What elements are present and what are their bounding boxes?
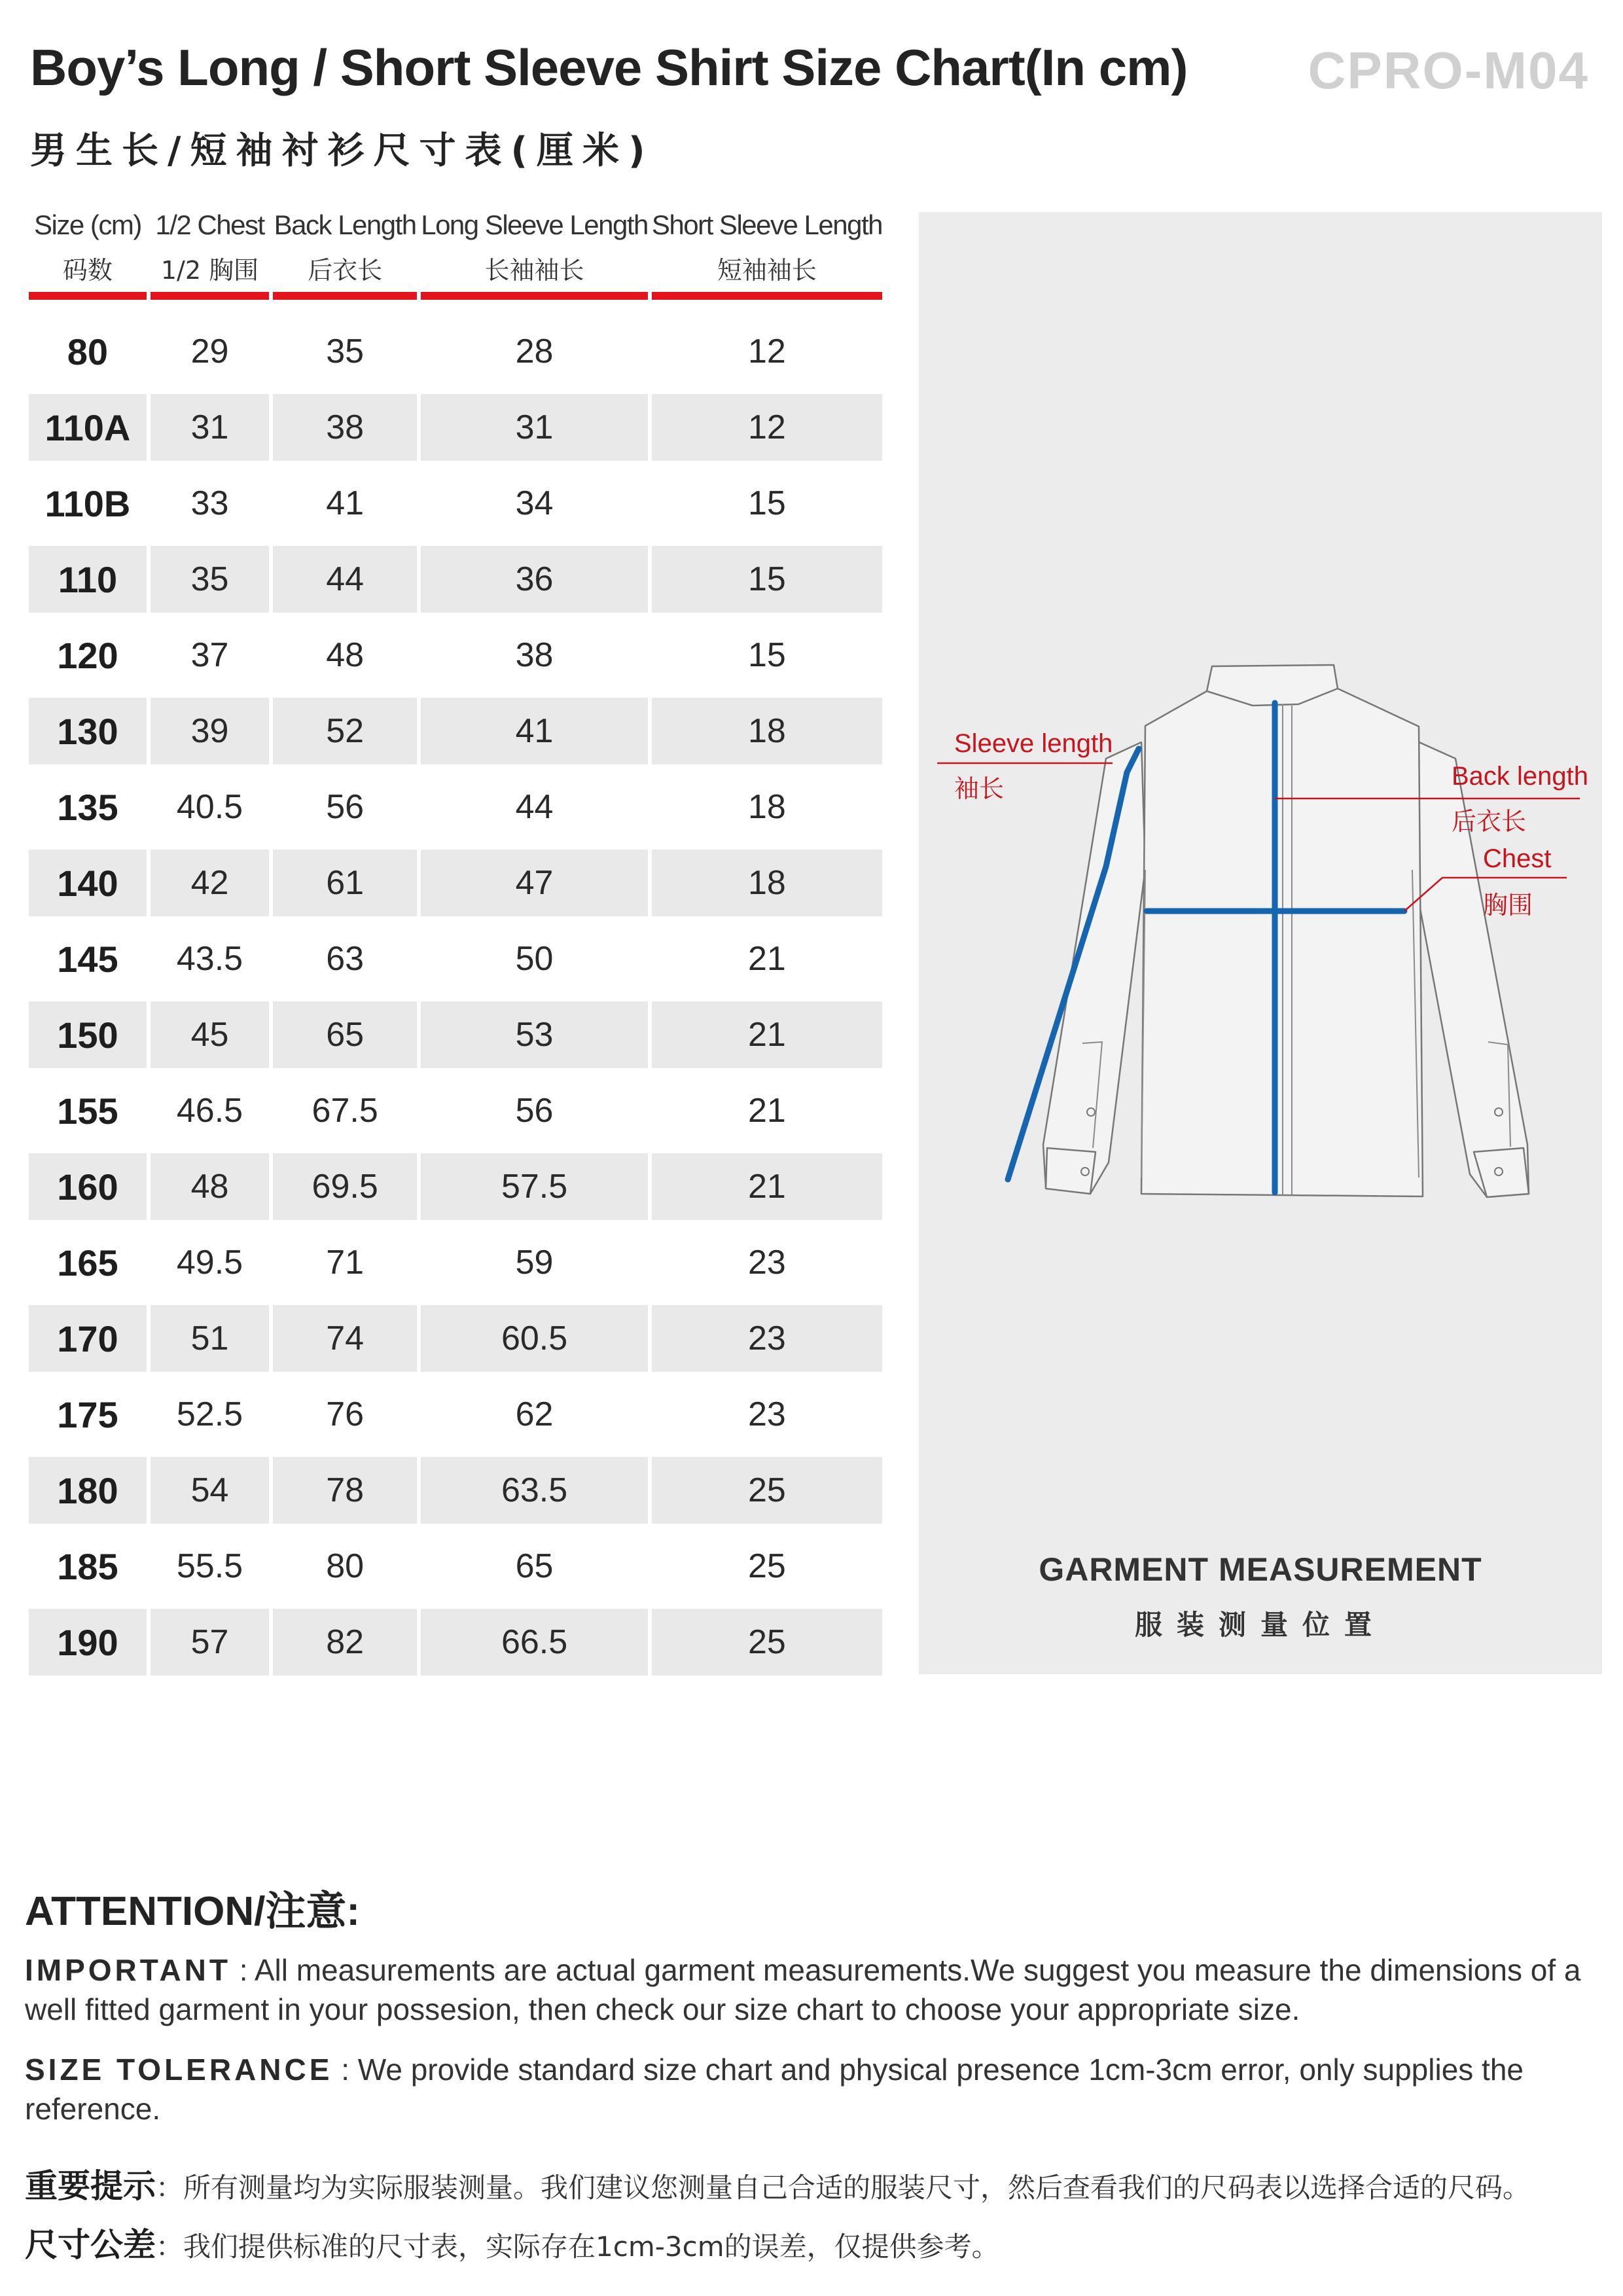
table-cell: 60.5	[421, 1296, 648, 1372]
column-header-label-zh: 码数	[62, 255, 113, 285]
table-row	[29, 1068, 882, 1144]
left-cuff-shape	[1046, 1148, 1096, 1194]
table-cell: 56	[421, 1068, 648, 1144]
size-tolerance-text-zh: ：我们提供标准的尺寸表，实际存在1cm-3cm的误差，仅提供参考。	[156, 2231, 999, 2263]
size-cell: 185	[29, 1524, 147, 1600]
table-row	[29, 1372, 882, 1448]
table-cell: 59	[421, 1220, 648, 1296]
table-cell: 57	[151, 1600, 269, 1676]
important-text-zh: ：所有测量均为实际服装测量。我们建议您测量自己合适的服装尺寸，然后查看我们的尺码表以选择合适的尺码。	[156, 2172, 1531, 2204]
page-title-zh: 男生长/短袖衬衫尺寸表(厘米)	[30, 130, 654, 172]
table-cell: 50	[421, 916, 648, 992]
table-cell: 18	[652, 764, 882, 840]
size-cell: 80	[29, 300, 147, 385]
table-row	[29, 840, 882, 916]
column-header-back-length	[273, 203, 417, 300]
size-cell: 130	[29, 689, 147, 764]
table-cell: 39	[151, 689, 269, 764]
important-text: : All measurements are actual garment measurements.We suggest you measure the dimensions of a well fitted garment in your possesion, then check our size chart to choose your appropriate size.	[25, 1953, 1581, 2026]
table-row	[29, 689, 882, 764]
table-cell: 23	[652, 1220, 882, 1296]
table-cell: 40.5	[151, 764, 269, 840]
column-header-label: 1/2 Chest	[155, 209, 264, 240]
table-row	[29, 1144, 882, 1220]
table-body	[29, 300, 882, 1676]
important-note-zh	[25, 2160, 1530, 2207]
table-cell: 25	[652, 1524, 882, 1600]
table-cell: 21	[652, 1144, 882, 1220]
column-header-size	[29, 203, 147, 300]
table-row	[29, 1524, 882, 1600]
column-header-label: Long Sleeve Length	[421, 209, 648, 240]
sleeve-length-label: Sleeve length	[954, 729, 1113, 758]
important-note	[25, 1950, 1596, 2029]
table-cell: 63.5	[421, 1448, 648, 1524]
table-row	[29, 537, 882, 613]
table-row	[29, 385, 882, 461]
table-cell: 35	[151, 537, 269, 613]
column-header-label-zh: 长袖袖长	[484, 255, 584, 285]
table-cell: 52.5	[151, 1372, 269, 1448]
size-tolerance-label-zh: 尺寸公差	[25, 2226, 156, 2264]
size-chart-table	[25, 203, 886, 1676]
size-cell: 120	[29, 613, 147, 689]
table-cell: 31	[151, 385, 269, 461]
table-cell: 76	[273, 1372, 417, 1448]
table-cell: 66.5	[421, 1600, 648, 1676]
table-cell: 12	[652, 300, 882, 385]
size-tolerance-note	[25, 2050, 1596, 2128]
table-cell: 23	[652, 1296, 882, 1372]
size-cell: 110	[29, 537, 147, 613]
table-cell: 51	[151, 1296, 269, 1372]
table-cell: 29	[151, 300, 269, 385]
table-cell: 69.5	[273, 1144, 417, 1220]
size-cell: 165	[29, 1220, 147, 1296]
table-cell: 15	[652, 461, 882, 537]
table-row	[29, 764, 882, 840]
table-cell: 62	[421, 1372, 648, 1448]
table-row	[29, 1296, 882, 1372]
table-cell: 55.5	[151, 1524, 269, 1600]
table-cell: 65	[273, 992, 417, 1068]
chest-label-zh: 胸围	[1483, 891, 1533, 920]
table-cell: 57.5	[421, 1144, 648, 1220]
table-cell: 15	[652, 613, 882, 689]
table-cell: 42	[151, 840, 269, 916]
size-cell: 160	[29, 1144, 147, 1220]
table-cell: 31	[421, 385, 648, 461]
column-header-label: Size (cm)	[34, 209, 141, 240]
page-title: Boy’s Long / Short Sleeve Shirt Size Chart(In cm)	[30, 39, 1188, 96]
table-cell: 37	[151, 613, 269, 689]
column-header-label-zh: 后衣长	[308, 255, 383, 285]
table-cell: 71	[273, 1220, 417, 1296]
table-cell: 46.5	[151, 1068, 269, 1144]
table-cell: 78	[273, 1448, 417, 1524]
size-cell: 175	[29, 1372, 147, 1448]
table-cell: 63	[273, 916, 417, 992]
size-tolerance-note-zh	[25, 2219, 999, 2266]
column-header-long-sleeve	[421, 203, 648, 300]
table-cell: 80	[273, 1524, 417, 1600]
table-cell: 61	[273, 840, 417, 916]
table-cell: 36	[421, 537, 648, 613]
table-cell: 12	[652, 385, 882, 461]
table-cell: 44	[421, 764, 648, 840]
size-cell: 110A	[29, 385, 147, 461]
size-cell: 180	[29, 1448, 147, 1524]
important-label-zh: 重要提示	[25, 2167, 156, 2205]
table-row	[29, 300, 882, 385]
table-cell: 15	[652, 537, 882, 613]
size-cell: 110B	[29, 461, 147, 537]
table-row	[29, 916, 882, 992]
garment-diagram-panel	[919, 212, 1602, 1674]
column-header-chest	[151, 203, 269, 300]
table-cell: 82	[273, 1600, 417, 1676]
table-cell: 41	[421, 689, 648, 764]
size-cell: 155	[29, 1068, 147, 1144]
table-header-row	[29, 203, 882, 300]
table-cell: 18	[652, 689, 882, 764]
table-cell: 18	[652, 840, 882, 916]
table-cell: 47	[421, 840, 648, 916]
table-cell: 21	[652, 1068, 882, 1144]
back-length-label: Back length	[1452, 762, 1589, 791]
sleeve-length-label-zh: 袖长	[954, 774, 1005, 803]
table-cell: 38	[273, 385, 417, 461]
garment-measurement-title-zh: 服装测量位置	[1134, 1609, 1386, 1641]
table-cell: 52	[273, 689, 417, 764]
table-cell: 25	[652, 1600, 882, 1676]
table-row	[29, 992, 882, 1068]
product-code: CPRO-M04	[1308, 41, 1589, 99]
table-cell: 67.5	[273, 1068, 417, 1144]
table-cell: 48	[273, 613, 417, 689]
table-cell: 56	[273, 764, 417, 840]
column-header-label: Short Sleeve Length	[651, 209, 882, 240]
table-row	[29, 1448, 882, 1524]
table-cell: 34	[421, 461, 648, 537]
attention-heading: ATTENTION/注意:	[25, 1889, 361, 1934]
size-tolerance-label: SIZE TOLERANCE	[25, 2053, 333, 2087]
table-cell: 45	[151, 992, 269, 1068]
table-cell: 65	[421, 1524, 648, 1600]
size-cell: 190	[29, 1600, 147, 1676]
column-header-label-zh: 短袖袖长	[717, 255, 817, 285]
table-row	[29, 1600, 882, 1676]
table-cell: 25	[652, 1448, 882, 1524]
size-tolerance-text: : We provide standard size chart and physical presence 1cm-3cm error, only supplies the reference.	[25, 2053, 1524, 2126]
table-row	[29, 613, 882, 689]
table-cell: 44	[273, 537, 417, 613]
column-header-label-zh: 1/2 胸围	[160, 255, 259, 285]
table-cell: 53	[421, 992, 648, 1068]
table-cell: 33	[151, 461, 269, 537]
table-row	[29, 461, 882, 537]
column-header-label: Back Length	[274, 209, 416, 240]
table-cell: 54	[151, 1448, 269, 1524]
table-cell: 35	[273, 300, 417, 385]
table-cell: 43.5	[151, 916, 269, 992]
important-label: IMPORTANT	[25, 1953, 232, 1987]
size-cell: 135	[29, 764, 147, 840]
table-cell: 21	[652, 992, 882, 1068]
column-header-short-sleeve	[652, 203, 882, 300]
shirt-diagram	[919, 212, 1602, 1674]
shirt-outline	[1043, 665, 1529, 1197]
table-cell: 28	[421, 300, 648, 385]
size-cell: 170	[29, 1296, 147, 1372]
size-cell: 145	[29, 916, 147, 992]
table-cell: 23	[652, 1372, 882, 1448]
table-row	[29, 1220, 882, 1296]
size-cell: 150	[29, 992, 147, 1068]
garment-measurement-title: GARMENT MEASUREMENT	[1039, 1551, 1482, 1588]
table-cell: 21	[652, 916, 882, 992]
table-cell: 74	[273, 1296, 417, 1372]
table-cell: 48	[151, 1144, 269, 1220]
chest-label: Chest	[1483, 844, 1552, 873]
size-cell: 140	[29, 840, 147, 916]
table-cell: 38	[421, 613, 648, 689]
back-length-label-zh: 后衣长	[1452, 807, 1527, 836]
table-cell: 41	[273, 461, 417, 537]
table-cell: 49.5	[151, 1220, 269, 1296]
